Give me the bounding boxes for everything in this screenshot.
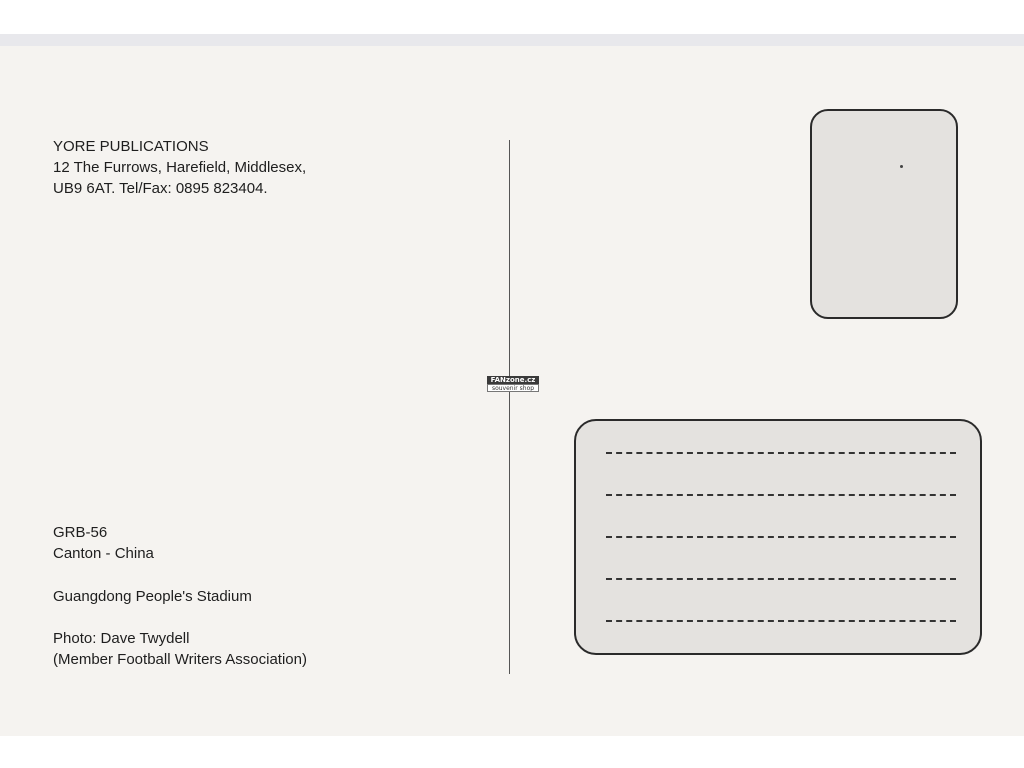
watermark-tagline: souvenir shop — [487, 384, 539, 392]
caption-stadium-block — [53, 586, 252, 607]
stadium-name: Guangdong People's Stadium — [53, 588, 252, 605]
publisher-address-line2: UB9 6AT. Tel/Fax: 0895 823404. — [53, 180, 268, 197]
stamp-box — [810, 109, 958, 319]
scan-top-band — [0, 34, 1024, 46]
card-location: Canton - China — [53, 545, 154, 562]
page-bottom-margin — [0, 736, 1024, 768]
address-line — [606, 536, 956, 538]
watermark-brand: FANzone.cz — [487, 376, 539, 384]
publisher-name: YORE PUBLICATIONS — [53, 138, 209, 155]
card-code: GRB-56 — [53, 524, 108, 541]
publisher-block — [53, 136, 306, 199]
publisher-address-line1: 12 The Furrows, Harefield, Middlesex, — [53, 159, 307, 176]
address-box — [574, 419, 982, 655]
caption-code-block — [53, 522, 154, 564]
address-line — [606, 620, 956, 622]
fanzone-watermark — [487, 376, 539, 392]
caption-photo-block — [53, 628, 307, 670]
photographer-affiliation: (Member Football Writers Association) — [53, 651, 307, 668]
address-line — [606, 578, 956, 580]
photo-credit: Photo: Dave Twydell — [53, 630, 190, 647]
address-line — [606, 452, 956, 454]
page-top-margin — [0, 0, 1024, 34]
stamp-speck — [900, 165, 903, 168]
center-divider — [509, 140, 510, 674]
address-line — [606, 494, 956, 496]
